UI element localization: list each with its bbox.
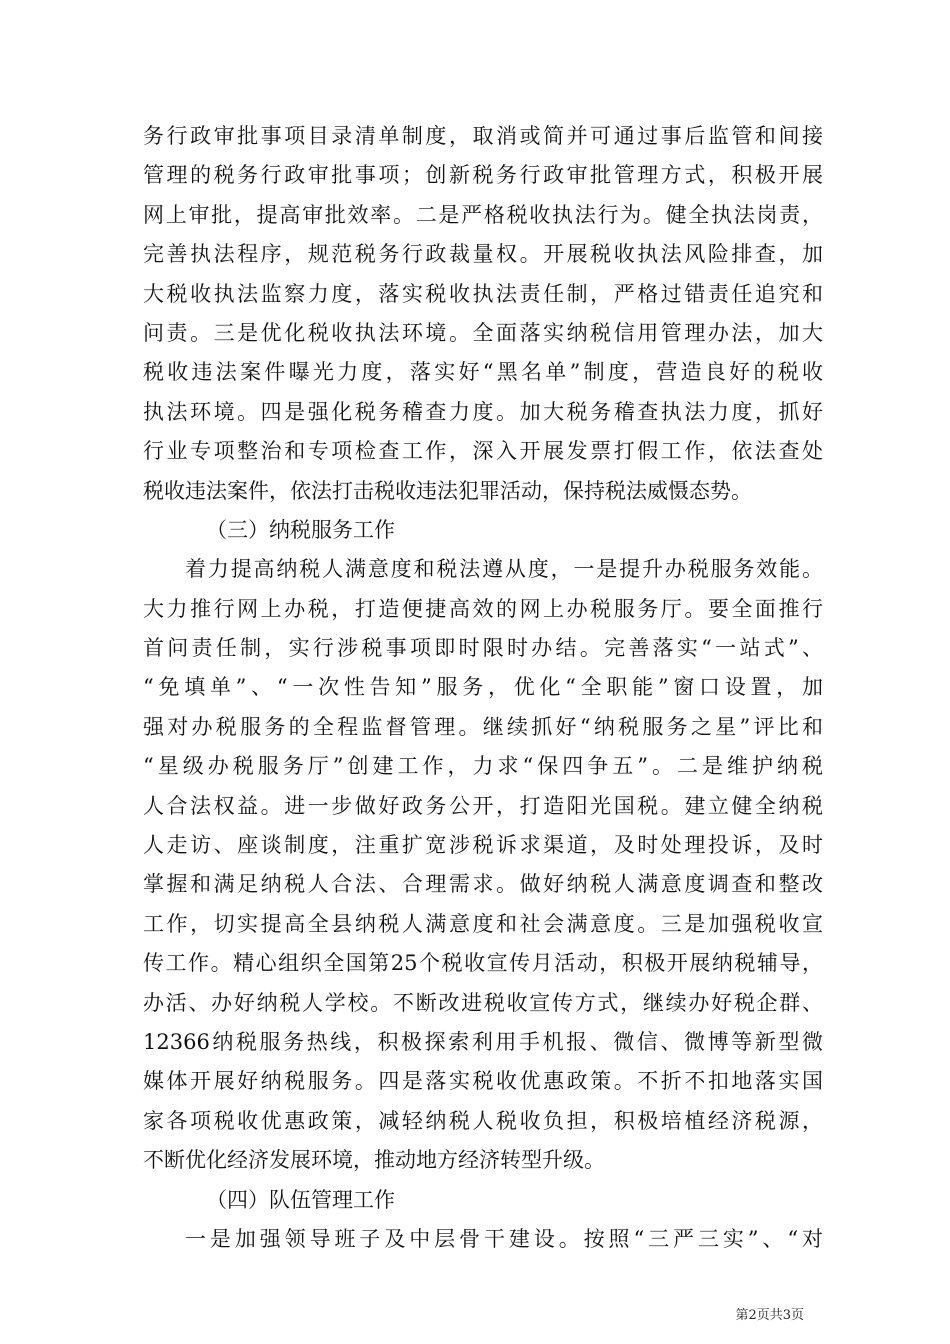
text-line: 税收违法案件，依法打击税收违法犯罪活动，保持税法威慑态势。 — [143, 478, 752, 503]
text-line: 工作，切实提高全县纳税人满意度和社会满意度。三是加强税收宣 — [143, 911, 823, 936]
text-line: 管理的税务行政审批事项；创新税务行政审批管理方式，积极开展 — [143, 163, 823, 188]
text-line: 务行政审批事项目录清单制度，取消或简并可通过事后监管和间接 — [143, 124, 823, 148]
text-line: 执法环境。四是强化税务稽查力度。加大税务稽查执法力度，抓好 — [143, 399, 823, 424]
text-line: 着力提高纳税人满意度和税法遵从度，一是提升办税服务效能。 — [185, 557, 823, 582]
text-line: 人合法权益。进一步做好政务公开，打造阳光国税。建立健全纳税 — [143, 793, 823, 818]
text-line: 网上审批，提高审批效率。二是严格税收执法行为。健全执法岗责， — [143, 202, 823, 227]
text-line: “免填单”、“一次性告知”服务，优化“全职能”窗口设置，加 — [143, 675, 823, 700]
text-line: 一是加强领导班子及中层骨干建设。按照“三严三实”、“对 — [185, 1226, 823, 1251]
text-line: 掌握和满足纳税人合法、合理需求。做好纳税人满意度调查和整改 — [143, 872, 823, 897]
text-line: 问责。三是优化税收执法环境。全面落实纳税信用管理办法，加大 — [143, 320, 823, 345]
text-line: 完善执法程序，规范税务行政裁量权。开展税收执法风险排查，加 — [143, 242, 823, 267]
page-number: 第2页共3页 — [735, 1308, 804, 1323]
text-line: 首问责任制，实行涉税事项即时限时办结。完善落实“一站式”、 — [143, 636, 823, 661]
text-line: 强对办税服务的全程监督管理。继续抓好“纳税服务之星”评比和 — [143, 714, 823, 739]
text-line: 行业专项整治和专项检查工作，深入开展发票打假工作，依法查处 — [143, 439, 823, 464]
section-heading: （三）纳税服务工作 — [206, 517, 395, 542]
text-line: 办活、办好纳税人学校。不断改进税收宣传方式，继续办好税企群、 — [143, 990, 823, 1015]
text-line: 12366纳税服务热线，积极探索利用手机报、微信、微博等新型微 — [143, 1029, 823, 1054]
text-line: “星级办税服务厅”创建工作，力求“保四争五”。二是维护纳税 — [143, 754, 823, 779]
text-line: 税收违法案件曝光力度，落实好“黑名单”制度，营造良好的税收 — [143, 360, 823, 385]
text-line: 大税收执法监察力度，落实税收执法责任制，严格过错责任追究和 — [143, 281, 823, 306]
document-body — [143, 117, 823, 1259]
text-line: 家各项税收优惠政策，减轻纳税人税收负担，积极培植经济税源， — [143, 1108, 823, 1133]
text-line: 媒体开展好纳税服务。四是落实税收优惠政策。不折不扣地落实国 — [143, 1069, 823, 1094]
text-line: 传工作。精心组织全国第25个税收宣传月活动，积极开展纳税辅导， — [143, 951, 823, 976]
section-heading: （四）队伍管理工作 — [206, 1187, 395, 1212]
text-line: 大力推行网上办税，打造便捷高效的网上办税服务厅。要全面推行 — [143, 596, 823, 621]
text-line: 人走访、座谈制度，注重扩宽涉税诉求渠道，及时处理投诉，及时 — [143, 833, 823, 858]
text-line: 不断优化经济发展环境，推动地方经济转型升级。 — [143, 1148, 605, 1173]
